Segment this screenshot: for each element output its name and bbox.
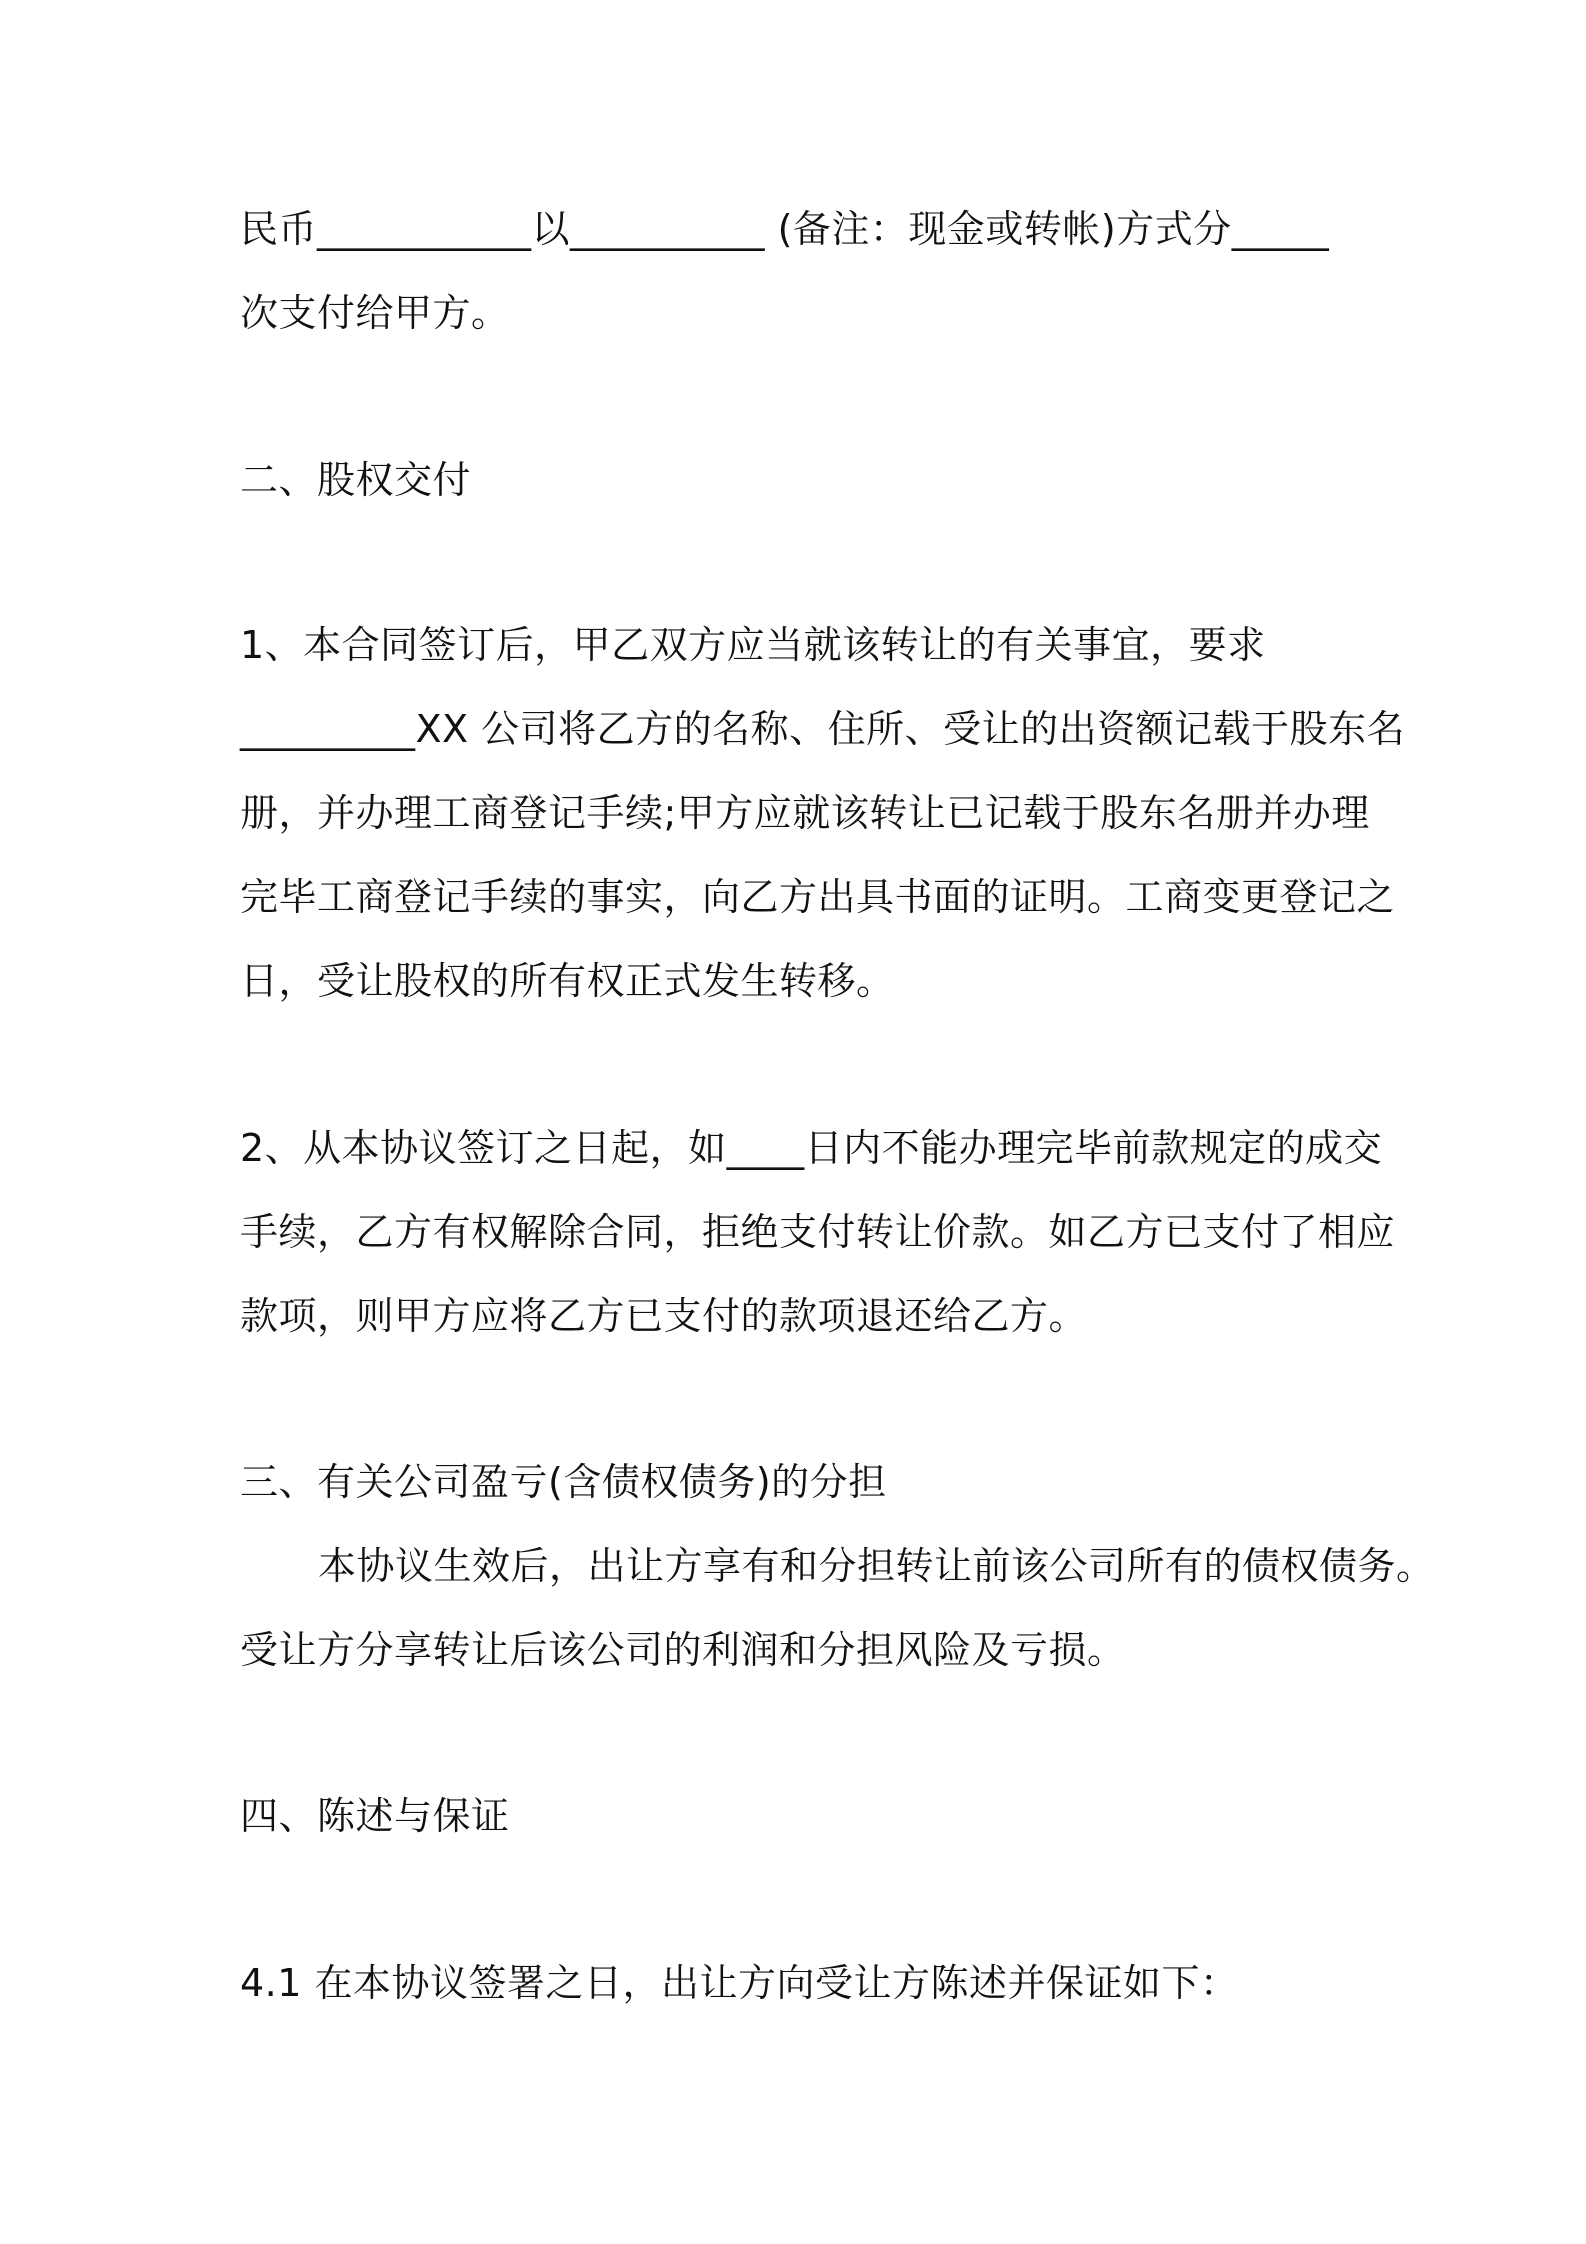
paragraph-line: 册，并办理工商登记手续;甲方应就该转让已记载于股东名册并办理	[240, 791, 1370, 835]
section-heading: 二、股权交付	[240, 458, 472, 502]
paragraph-line: 民币___________以__________ (备注：现金或转帐)方式分_____	[240, 207, 1330, 251]
section-heading: 四、陈述与保证	[240, 1794, 510, 1838]
paragraph-line: 完毕工商登记手续的事实，向乙方出具书面的证明。工商变更登记之	[240, 875, 1396, 919]
paragraph-line: 日，受让股权的所有权正式发生转移。	[240, 959, 895, 1003]
paragraph-line: 次支付给甲方。	[240, 291, 510, 335]
paragraph-line: 受让方分享转让后该公司的利润和分担风险及亏损。	[240, 1628, 1126, 1672]
paragraph-line: 本协议生效后，出让方享有和分担转让前该公司所有的债权债务。	[318, 1544, 1435, 1588]
paragraph-line: 1、本合同签订后，甲乙双方应当就该转让的有关事宜，要求	[240, 623, 1266, 667]
paragraph-line: 款项，则甲方应将乙方已支付的款项退还给乙方。	[240, 1294, 1088, 1338]
paragraph-line: _________XX 公司将乙方的名称、住所、受让的出资额记载于股东名	[240, 707, 1406, 751]
section-heading: 三、有关公司盈亏(含债权债务)的分担	[240, 1460, 887, 1504]
paragraph-line: 4.1 在本协议签署之日，出让方向受让方陈述并保证如下：	[240, 1961, 1239, 2005]
paragraph-line: 手续，乙方有权解除合同，拒绝支付转让价款。如乙方已支付了相应	[240, 1210, 1396, 1254]
paragraph-line: 2、从本协议签订之日起，如____日内不能办理完毕前款规定的成交	[240, 1126, 1383, 1170]
